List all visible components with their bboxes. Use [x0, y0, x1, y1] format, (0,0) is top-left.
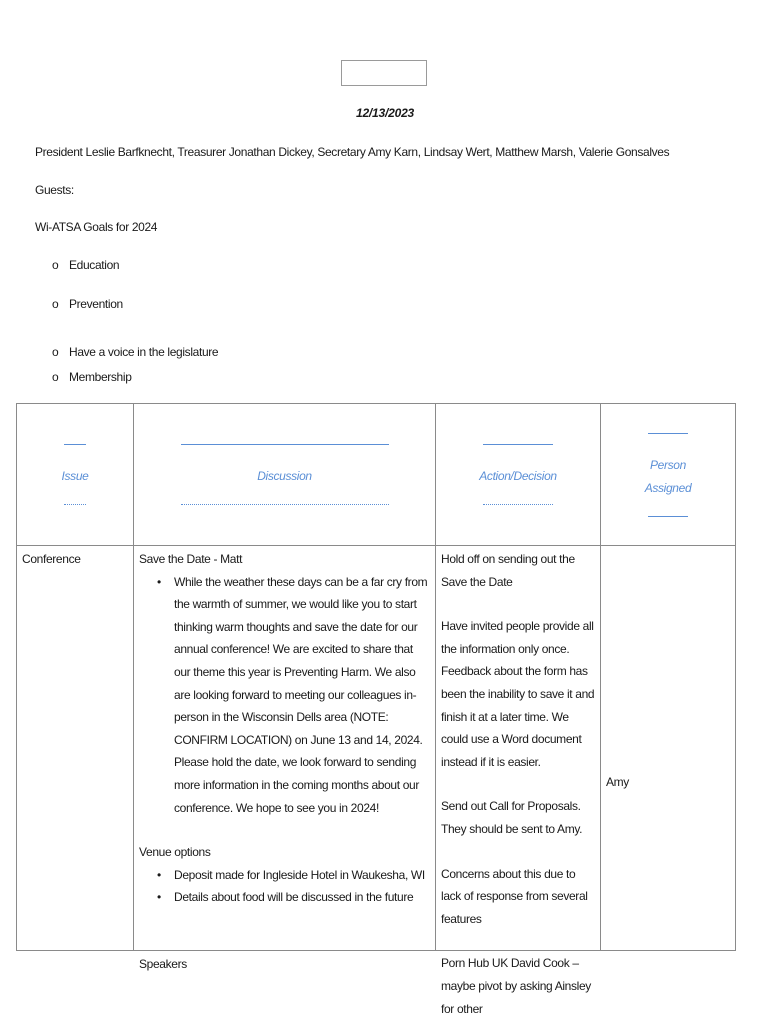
attendees-line: President Leslie Barfknecht, Treasurer Jonathan Dickey, Secretary Amy Karn, Lindsay Wert, Matthew Marsh, Valerie Gonsalves	[35, 145, 670, 159]
goal-label: Prevention	[69, 297, 123, 311]
venue-list	[139, 864, 430, 909]
issue-text: Conference	[22, 552, 81, 566]
header-person-label-line1: Person	[650, 457, 686, 472]
cell-discussion	[134, 546, 436, 971]
goal-label: Education	[69, 258, 120, 272]
cell-issue	[17, 546, 134, 951]
minutes-table	[16, 403, 736, 1016]
speakers-title: Speakers	[139, 956, 187, 971]
venue-item: • Details about food will be discussed in the future	[174, 886, 430, 909]
action-paragraph: Concerns about this due to lack of response from several features	[441, 866, 588, 926]
goal-bullet: o	[52, 258, 59, 272]
goal-item	[52, 370, 132, 384]
goal-bullet: o	[52, 297, 59, 311]
goal-bullet: o	[52, 345, 59, 359]
action-paragraph: Hold off on sending out the Save the Date	[441, 552, 575, 589]
header-logo-placeholder	[341, 60, 427, 86]
venue-title: Venue options	[139, 845, 211, 860]
goal-item	[52, 345, 218, 359]
save-the-date-text: • While the weather these days can be a far cry from the warmth of summer, we would like you to start thinking warm thoughts and save the date for our annual conference! We are excited to share that our theme this year is Preventing Harm. We also are looking forward to meeting our colleagues in-person in the Wisconsin Dells area (NOTE: CONFIRM LOCATION) on June 13 and 14, 2024. Please hold the date, we look forward to sending more information in the coming months about our conference. We hope to see you in 2024!	[174, 571, 430, 820]
header-action-label: Action/Decision	[479, 469, 557, 483]
action-paragraph: Porn Hub UK David Cook – maybe pivot by asking Ainsley for other	[441, 956, 591, 1016]
goal-item	[52, 258, 119, 272]
action-paragraph: Send out Call for Proposals. They should be sent to Amy.	[441, 799, 583, 836]
header-issue-label: Issue	[61, 469, 89, 483]
action-paragraph: Have invited people provide all the information only once. Feedback about the form has been the inability to save it and finish it at a later time. We could use a Word document instead if it is easier.	[441, 619, 595, 769]
cell-action	[436, 546, 601, 1016]
header-discussion	[134, 404, 436, 546]
header-person	[601, 404, 736, 546]
guests-label: Guests:	[35, 183, 74, 197]
goal-label: Membership	[69, 370, 132, 384]
goal-label: Have a voice in the legislature	[69, 345, 219, 359]
goal-bullet: o	[52, 370, 59, 384]
table-row	[17, 546, 736, 951]
goal-item	[52, 297, 123, 311]
header-action	[436, 404, 601, 546]
goals-title: Wi-ATSA Goals for 2024	[35, 220, 158, 234]
cell-person	[601, 546, 736, 951]
save-the-date-title: Save the Date - Matt	[139, 552, 243, 566]
header-issue	[17, 404, 134, 546]
venue-item: • Deposit made for Ingleside Hotel in Waukesha, WI	[174, 864, 430, 887]
table-header-row	[17, 404, 736, 546]
person-assigned: Amy	[606, 775, 629, 789]
header-person-label-line2: Assigned	[644, 480, 692, 495]
save-the-date-list	[139, 571, 430, 820]
header-discussion-label: Discussion	[257, 469, 312, 483]
meeting-date: 12/13/2023	[355, 106, 415, 120]
